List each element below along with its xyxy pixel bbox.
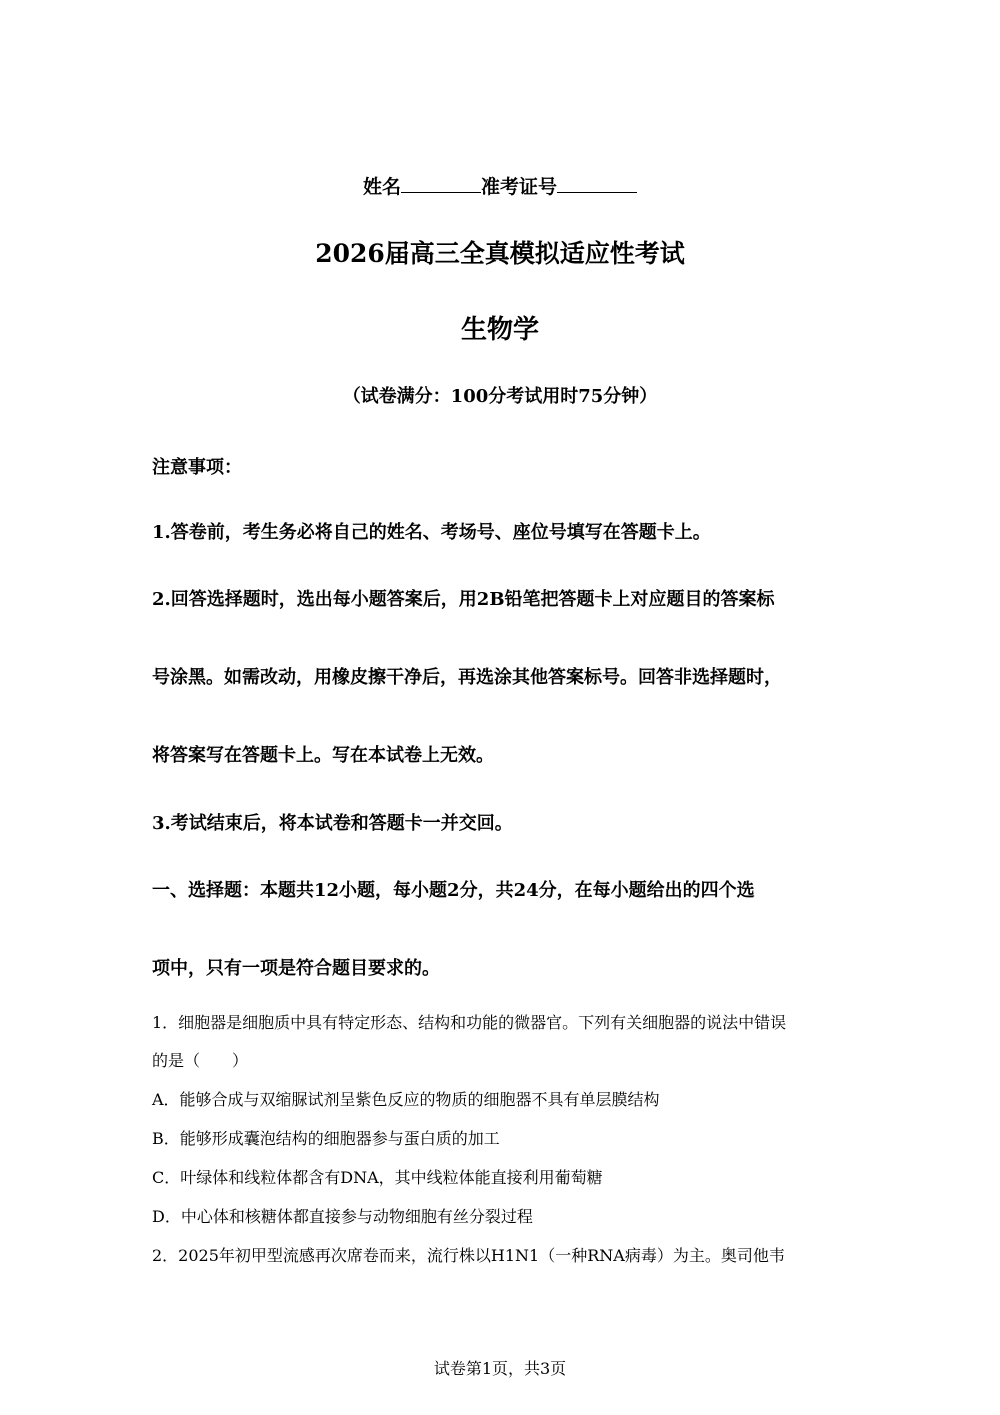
- question-1-option-d: D．中心体和核糖体都直接参与动物细胞有丝分裂过程: [152, 1207, 533, 1226]
- page-footer: 试卷第1页，共3页: [433, 1359, 567, 1378]
- notice-item: 号涂黑。如需改动，用橡皮擦干净后，再选涂其他答案标号。回答非选择题时，: [152, 667, 782, 688]
- subject-title: 生物学: [460, 315, 539, 345]
- exam-title: 2026届高三全真模拟适应性考试: [315, 239, 685, 268]
- notice-item: 1.答卷前，考生务必将自己的姓名、考场号、座位号填写在答题卡上。: [152, 522, 711, 543]
- question-1-stem-cont: 的是（ ）: [152, 1051, 249, 1070]
- question-2-stem: 2．2025年初甲型流感再次席卷而来，流行株以H1N1（一种RNA病毒）为主。奥司他韦: [152, 1246, 785, 1265]
- question-1-option-b: B．能够形成囊泡结构的细胞器参与蛋白质的加工: [152, 1129, 500, 1148]
- name-label: 姓名: [362, 176, 401, 198]
- question-1-option-c: C．叶绿体和线粒体都含有DNA，其中线粒体能直接利用葡萄糖: [152, 1168, 603, 1187]
- name-blank: [401, 174, 481, 193]
- name-id-line: [0, 172, 1000, 199]
- notice-item: 2.回答选择题时，选出每小题答案后，用2B铅笔把答题卡上对应题目的答案标: [152, 589, 775, 610]
- exam-info: （试卷满分：100分考试用时75分钟）: [342, 386, 658, 407]
- notice-item: 3.考试结束后，将本试卷和答题卡一并交回。: [152, 813, 513, 834]
- question-1-stem: 1．细胞器是细胞质中具有特定形态、结构和功能的微器官。下列有关细胞器的说法中错误: [152, 1013, 787, 1032]
- notice-heading: 注意事项：: [152, 457, 242, 478]
- section-heading: 一、选择题：本题共12小题，每小题2分，共24分，在每小题给出的四个选: [152, 880, 755, 901]
- id-blank: [557, 174, 637, 193]
- question-1-option-a: A．能够合成与双缩脲试剂呈紫色反应的物质的细胞器不具有单层膜结构: [152, 1090, 660, 1109]
- section-heading-cont: 项中，只有一项是符合题目要求的。: [152, 958, 440, 979]
- id-label: 准考证号: [481, 176, 558, 198]
- notice-item: 将答案写在答题卡上。写在本试卷上无效。: [152, 745, 494, 766]
